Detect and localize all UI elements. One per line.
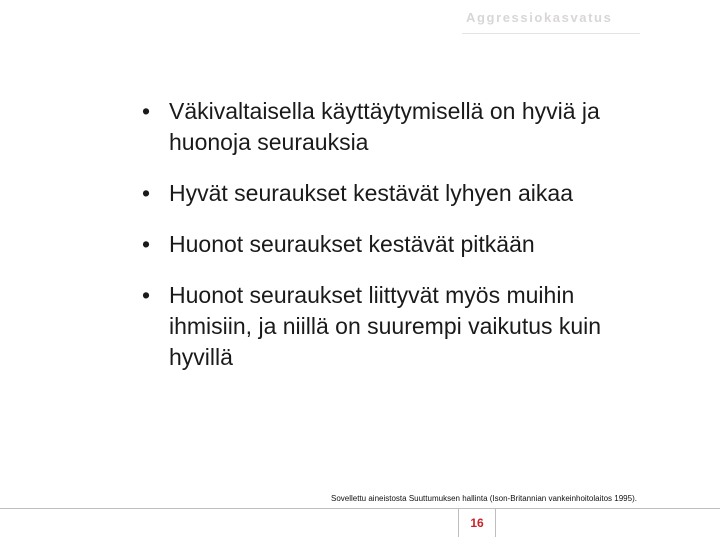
slide-header-title: Aggressiokasvatus [466, 10, 613, 25]
bullet-marker: • [142, 231, 151, 257]
bullet-item-2 [142, 178, 612, 209]
bullet-item-1 [142, 96, 612, 158]
bullet-text: Huonot seuraukset kestävät pitkään [169, 231, 535, 257]
footer-divider [0, 508, 720, 509]
page-number-box [458, 509, 496, 537]
bullet-text: Väkivaltaisella käyttäytymisellä on hyviä ja huonoja seurauksia [169, 98, 600, 155]
page-number: 16 [470, 516, 484, 530]
bullet-item-3 [142, 229, 612, 260]
bullet-text: Hyvät seuraukset kestävät lyhyen aikaa [169, 180, 573, 206]
header-divider [462, 33, 640, 34]
bullet-text: Huonot seuraukset liittyvät myös muihin ihmisiin, ja niillä on suurempi vaikutus kuin hyvillä [169, 282, 602, 370]
source-note: Sovellettu aineistosta Suuttumuksen hallinta (Ison-Britannian vankeinhoitolaitos 1995). [331, 494, 637, 503]
bullet-list [142, 96, 612, 393]
bullet-marker: • [142, 282, 151, 308]
bullet-item-4 [142, 280, 612, 373]
bullet-marker: • [142, 180, 151, 206]
bullet-marker: • [142, 98, 151, 124]
